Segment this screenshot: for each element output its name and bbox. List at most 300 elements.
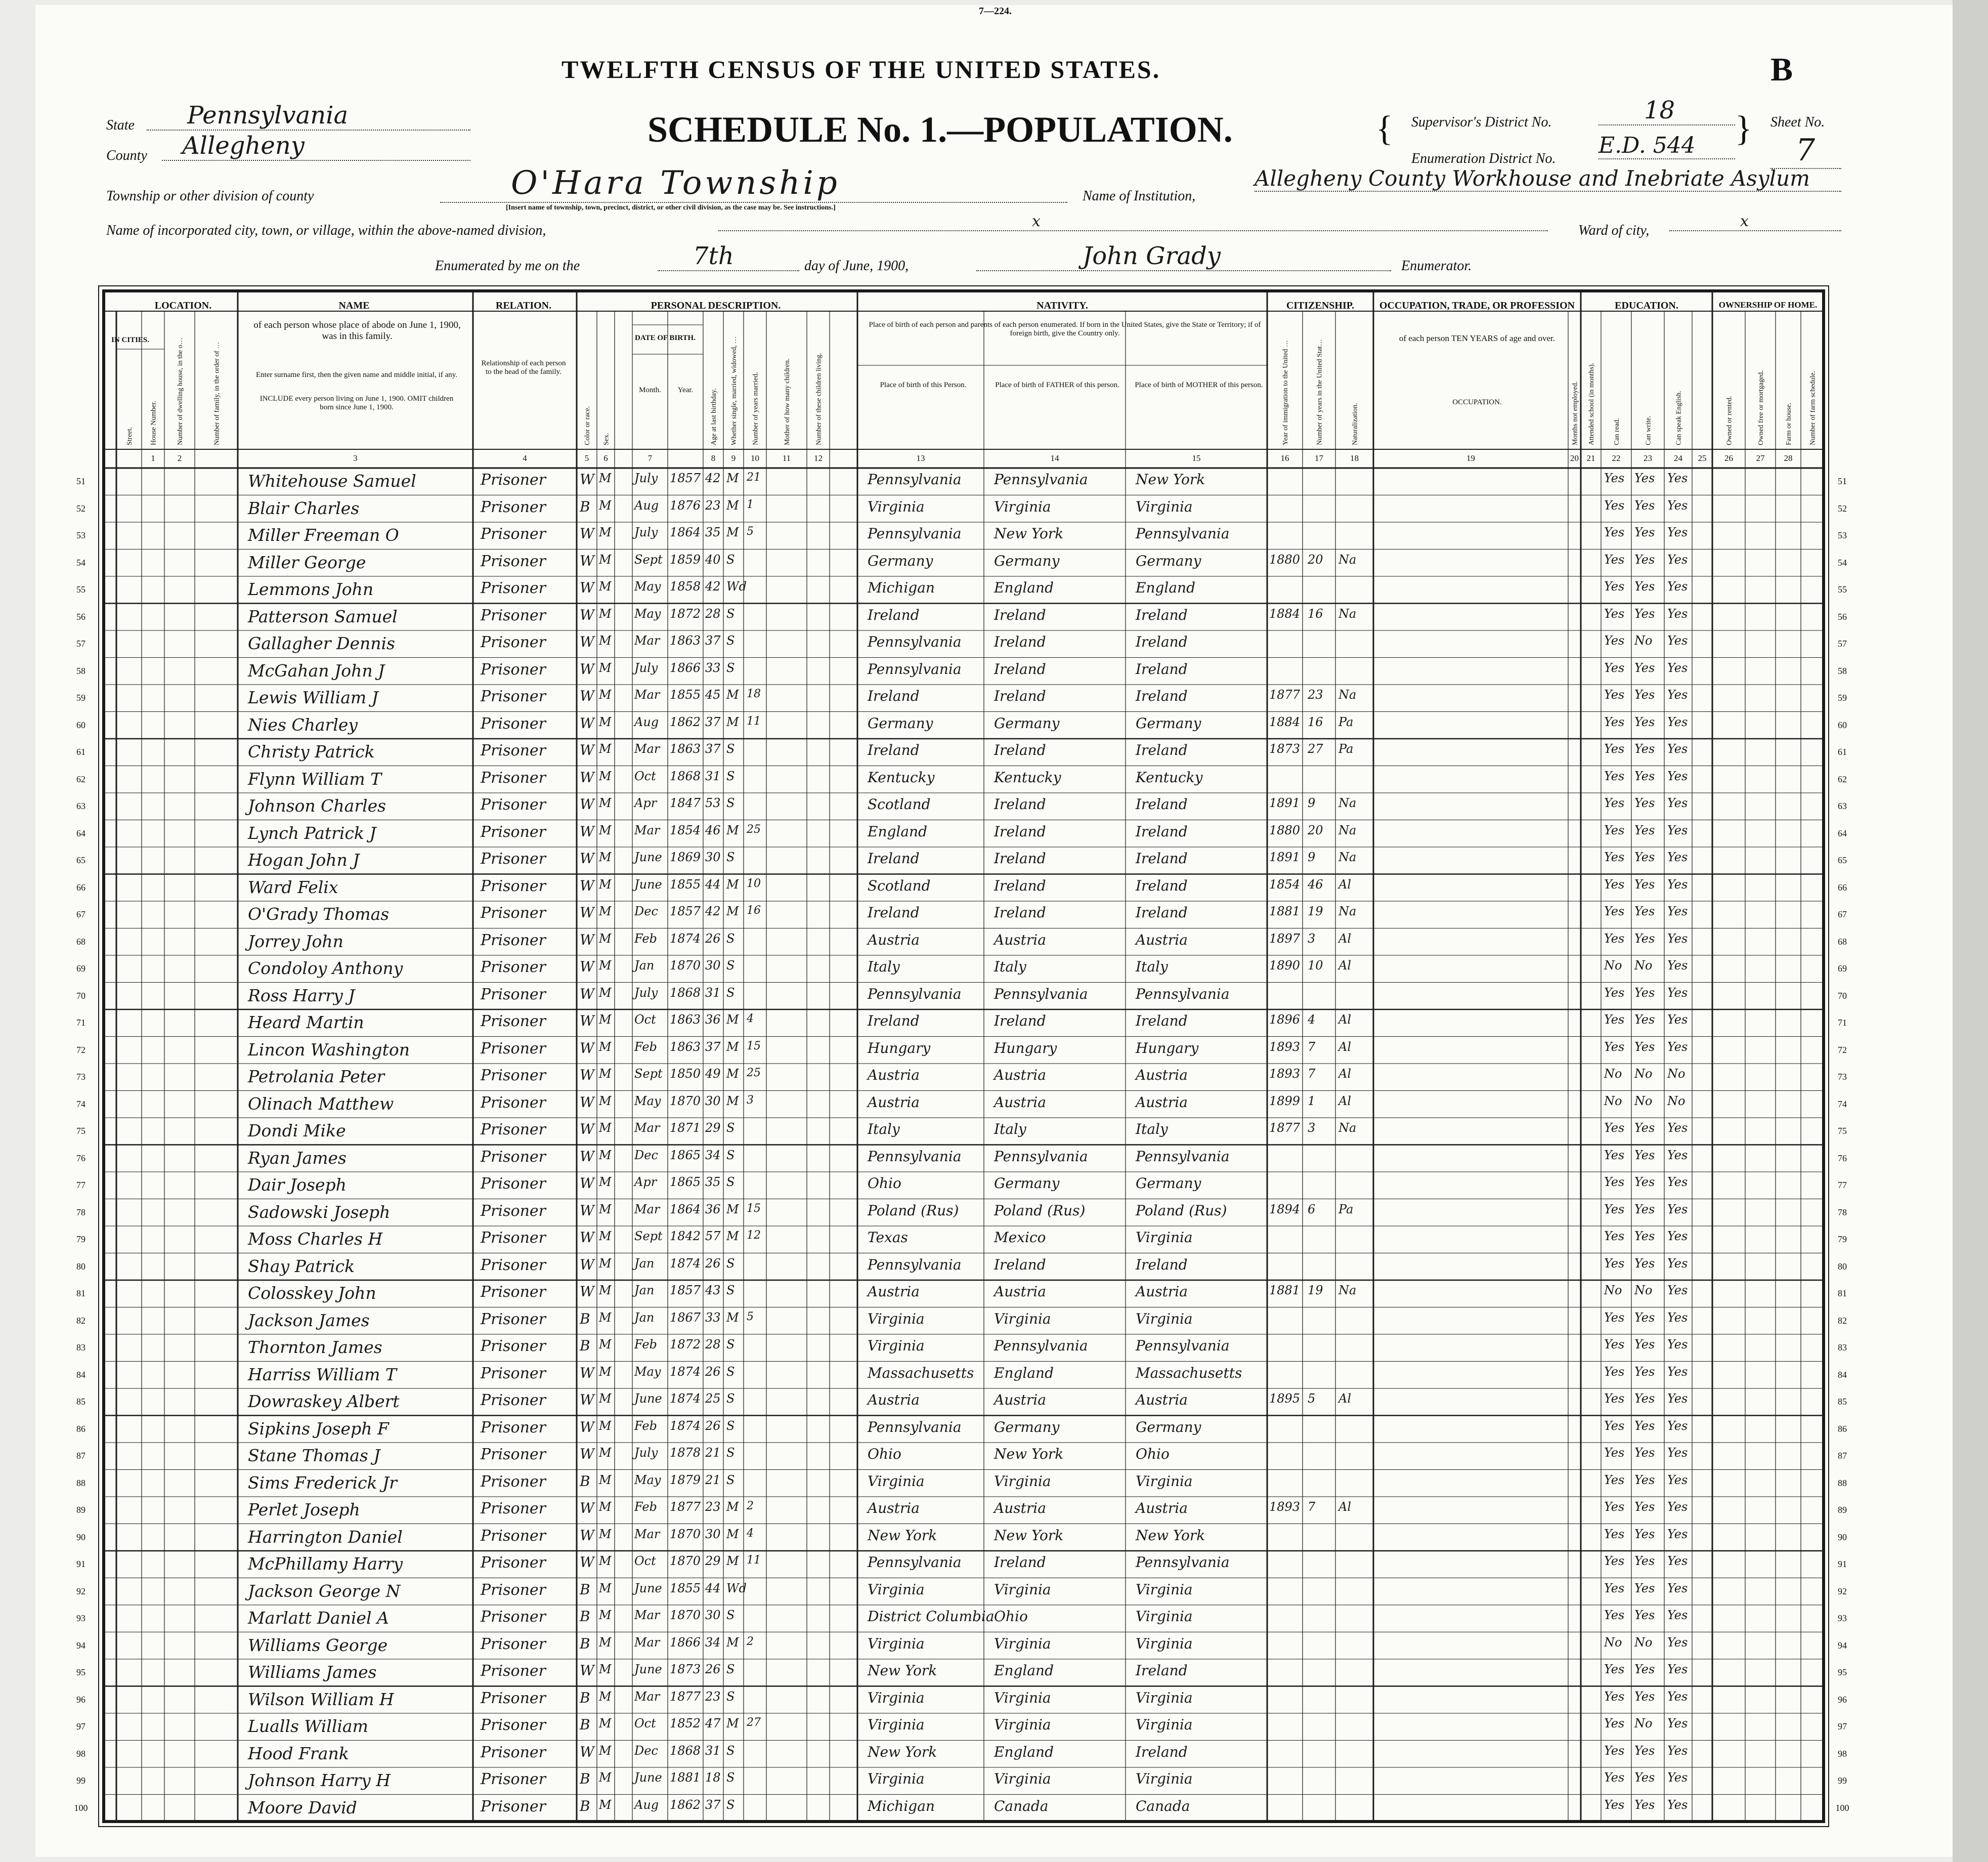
marital-value: S bbox=[726, 1689, 735, 1704]
birth-month: Dec bbox=[634, 1743, 658, 1758]
can-write: Yes bbox=[1634, 688, 1655, 702]
birth-month: Feb bbox=[634, 1337, 657, 1351]
sex-value: M bbox=[599, 1581, 612, 1595]
birth-year: 1850 bbox=[670, 1067, 701, 1081]
birthplace-mother: Austria bbox=[1136, 1283, 1188, 1300]
person-name: Condoloy Anthony bbox=[248, 958, 403, 978]
birthplace-mother: Pennsylvania bbox=[1136, 1337, 1230, 1354]
age-value: 23 bbox=[705, 1500, 721, 1514]
immigration-year: 1881 bbox=[1269, 904, 1301, 918]
birthplace-father: Virginia bbox=[994, 1770, 1051, 1787]
can-speak-english: Yes bbox=[1667, 1337, 1688, 1351]
marital-value: S bbox=[726, 796, 735, 810]
row-number-left: 97 bbox=[76, 1721, 85, 1731]
hdr-name: NAME bbox=[338, 300, 370, 311]
sex-value: M bbox=[599, 1500, 612, 1514]
can-write: Yes bbox=[1634, 525, 1655, 539]
birth-year: 1862 bbox=[670, 714, 701, 729]
row-number-left: 55 bbox=[76, 584, 85, 595]
age-value: 21 bbox=[705, 1446, 721, 1460]
sex-value: M bbox=[599, 1229, 612, 1243]
years-in-us: 16 bbox=[1308, 606, 1323, 621]
color-value: W bbox=[580, 552, 594, 569]
birth-month: Apr bbox=[634, 1175, 657, 1189]
birthplace-mother: Ireland bbox=[1136, 688, 1188, 704]
relation-value: Prisoner bbox=[481, 1446, 546, 1463]
birthplace-father: Austria bbox=[994, 1500, 1046, 1516]
birthplace-person: Italy bbox=[868, 1121, 900, 1137]
can-write: Yes bbox=[1634, 1148, 1655, 1162]
naturalization: Na bbox=[1338, 688, 1357, 702]
relation-value: Prisoner bbox=[481, 904, 546, 922]
birth-month: Dec bbox=[634, 904, 658, 918]
row-number-left: 95 bbox=[76, 1667, 85, 1677]
person-name: Heard Martin bbox=[248, 1012, 364, 1032]
row-number-right: 74 bbox=[1838, 1098, 1847, 1109]
row-number-left: 77 bbox=[76, 1180, 85, 1190]
age-value: 37 bbox=[705, 714, 721, 729]
row-number-right: 99 bbox=[1838, 1775, 1847, 1786]
birthplace-person: Scotland bbox=[868, 877, 931, 894]
birthplace-father: Ireland bbox=[994, 877, 1046, 894]
birth-month: July bbox=[634, 985, 658, 1000]
birth-month: May bbox=[634, 606, 661, 621]
can-speak-english: Yes bbox=[1667, 1012, 1688, 1027]
age-value: 25 bbox=[705, 1391, 721, 1406]
can-read: Yes bbox=[1604, 1121, 1625, 1135]
marital-value: S bbox=[726, 1391, 735, 1406]
can-read: No bbox=[1604, 1067, 1622, 1081]
years-married: 25 bbox=[747, 823, 761, 836]
age-value: 23 bbox=[705, 498, 721, 513]
marital-value: M bbox=[726, 1716, 739, 1730]
birth-year: 1871 bbox=[670, 1121, 701, 1135]
can-read: Yes bbox=[1604, 796, 1625, 810]
color-value: W bbox=[580, 1148, 594, 1165]
person-name: Johnson Harry H bbox=[248, 1770, 391, 1790]
immigration-year: 1881 bbox=[1269, 1283, 1301, 1297]
birthplace-person: Italy bbox=[868, 958, 900, 975]
color-value: W bbox=[580, 796, 594, 813]
sex-value: M bbox=[599, 1310, 612, 1325]
column-number: 23 bbox=[1644, 453, 1652, 463]
state-value: Pennsylvania bbox=[147, 101, 470, 131]
person-name: Wilson William H bbox=[248, 1689, 394, 1709]
hdr-ownership: OWNERSHIP OF HOME. bbox=[1718, 300, 1818, 310]
can-write: Yes bbox=[1634, 1500, 1655, 1514]
row-number-left: 87 bbox=[76, 1451, 85, 1461]
color-value: W bbox=[580, 1662, 594, 1679]
birth-month: June bbox=[634, 877, 662, 892]
birthplace-person: Pennsylvania bbox=[868, 1148, 962, 1165]
name-desc: of each person whose place of abode on June 1, 1900, was in this family. bbox=[253, 320, 461, 342]
birth-year: 1864 bbox=[670, 1202, 701, 1216]
can-write: Yes bbox=[1634, 1202, 1655, 1216]
can-speak-english: No bbox=[1667, 1067, 1686, 1081]
sup-value: 18 bbox=[1598, 96, 1735, 125]
can-speak-english: Yes bbox=[1667, 1472, 1688, 1487]
color-value: B bbox=[580, 498, 590, 515]
col-caption-mother-of: Mother of how many children. bbox=[784, 358, 791, 445]
years-in-us: 7 bbox=[1308, 1067, 1316, 1081]
years-married: 10 bbox=[747, 877, 761, 890]
col-caption-marital: Whether single, married, widowed, … bbox=[730, 336, 738, 445]
color-value: W bbox=[580, 525, 594, 542]
column-number: 15 bbox=[1192, 453, 1201, 463]
sex-value: M bbox=[599, 1662, 612, 1676]
can-speak-english: Yes bbox=[1667, 1148, 1688, 1162]
can-read: Yes bbox=[1604, 1662, 1625, 1676]
birth-year: 1855 bbox=[670, 1581, 701, 1595]
age-value: 37 bbox=[705, 633, 721, 648]
column-number: 28 bbox=[1784, 453, 1793, 463]
marital-value: S bbox=[726, 1608, 735, 1622]
person-name: Dair Joseph bbox=[248, 1175, 347, 1195]
birth-month: May bbox=[634, 1364, 661, 1379]
relation-value: Prisoner bbox=[481, 1716, 546, 1734]
birth-month: May bbox=[634, 1472, 661, 1487]
can-read: Yes bbox=[1604, 1418, 1625, 1433]
person-name: Shay Patrick bbox=[248, 1256, 355, 1276]
color-value: B bbox=[580, 1337, 590, 1354]
can-write: Yes bbox=[1634, 1608, 1655, 1622]
sex-value: M bbox=[599, 958, 612, 972]
row-number-right: 63 bbox=[1838, 801, 1847, 811]
relation-value: Prisoner bbox=[481, 1472, 546, 1491]
row-number-right: 70 bbox=[1838, 990, 1847, 1001]
color-value: B bbox=[580, 1310, 590, 1327]
row-number-left: 93 bbox=[76, 1613, 85, 1623]
row-number-right: 66 bbox=[1838, 882, 1847, 893]
person-name: Stane Thomas J bbox=[248, 1446, 380, 1465]
color-value: W bbox=[580, 1364, 594, 1381]
can-write: Yes bbox=[1634, 1662, 1655, 1676]
row-number-left: 72 bbox=[76, 1044, 85, 1055]
can-read: Yes bbox=[1604, 1012, 1625, 1027]
marital-value: S bbox=[726, 850, 735, 864]
sex-value: M bbox=[599, 823, 612, 837]
sex-value: M bbox=[599, 1256, 612, 1271]
column-number: 14 bbox=[1050, 453, 1059, 463]
row-number-left: 81 bbox=[76, 1288, 85, 1298]
birthplace-father: Austria bbox=[994, 1391, 1046, 1408]
sex-value: M bbox=[599, 1148, 612, 1162]
immigration-year: 1880 bbox=[1269, 823, 1301, 837]
can-read: Yes bbox=[1604, 1391, 1625, 1406]
birth-year: 1874 bbox=[670, 931, 701, 946]
can-write: Yes bbox=[1634, 1689, 1655, 1704]
color-value: W bbox=[580, 877, 594, 894]
birth-month: Mar bbox=[634, 1689, 660, 1704]
can-read: Yes bbox=[1604, 823, 1625, 837]
can-speak-english: Yes bbox=[1667, 958, 1688, 972]
birth-year: 1857 bbox=[670, 471, 701, 485]
person-name: Hood Frank bbox=[248, 1743, 349, 1763]
birthplace-mother: New York bbox=[1136, 471, 1205, 488]
birthplace-mother: Virginia bbox=[1136, 1310, 1193, 1327]
birthplace-person: Germany bbox=[868, 552, 933, 569]
sheet-letter: B bbox=[1770, 51, 1793, 88]
color-value: B bbox=[580, 1689, 590, 1706]
birthplace-father: Virginia bbox=[994, 1581, 1051, 1598]
sex-value: M bbox=[599, 1067, 612, 1081]
can-write: Yes bbox=[1634, 796, 1655, 810]
sex-value: M bbox=[599, 742, 612, 756]
years-in-us: 1 bbox=[1308, 1093, 1316, 1108]
can-speak-english: Yes bbox=[1667, 985, 1688, 1000]
immigration-year: 1877 bbox=[1269, 688, 1301, 702]
row-number-right: 53 bbox=[1838, 530, 1847, 540]
relation-value: Prisoner bbox=[481, 552, 546, 570]
person-name: Christy Patrick bbox=[248, 742, 375, 761]
col-caption-house: House Number. bbox=[150, 401, 158, 445]
birthplace-person: Pennsylvania bbox=[868, 1418, 962, 1435]
row-number-left: 54 bbox=[76, 557, 85, 568]
immigration-year: 1893 bbox=[1269, 1067, 1301, 1081]
sex-value: M bbox=[599, 1175, 612, 1189]
birth-month: Aug bbox=[634, 1797, 659, 1812]
birthplace-mother: Ireland bbox=[1136, 877, 1188, 894]
can-speak-english: Yes bbox=[1667, 742, 1688, 756]
marital-value: M bbox=[726, 1635, 739, 1649]
birthplace-person: Kentucky bbox=[868, 769, 935, 786]
column-number: 5 bbox=[584, 453, 589, 463]
row-number-right: 72 bbox=[1838, 1044, 1847, 1055]
county-label: County bbox=[106, 148, 147, 163]
person-name: Lincon Washington bbox=[248, 1039, 410, 1060]
person-name: Lemmons John bbox=[248, 579, 374, 599]
can-read: Yes bbox=[1604, 552, 1625, 567]
can-speak-english: Yes bbox=[1667, 1121, 1688, 1135]
sex-value: M bbox=[599, 985, 612, 1000]
can-read: Yes bbox=[1604, 633, 1625, 648]
color-value: B bbox=[580, 1608, 590, 1625]
col-caption-owned: Owned or rented. bbox=[1725, 396, 1734, 445]
row-number-right: 67 bbox=[1838, 909, 1847, 919]
birth-year: 1859 bbox=[670, 552, 701, 567]
person-name: Lewis William J bbox=[248, 688, 378, 707]
can-speak-english: Yes bbox=[1667, 1310, 1688, 1325]
marital-value: M bbox=[726, 1554, 739, 1568]
sex-value: M bbox=[599, 1608, 612, 1622]
row-number-right: 77 bbox=[1838, 1180, 1847, 1190]
can-speak-english: Yes bbox=[1667, 1364, 1688, 1379]
row-number-left: 86 bbox=[76, 1423, 85, 1434]
birthplace-person: New York bbox=[868, 1662, 937, 1679]
color-value: B bbox=[580, 1581, 590, 1598]
relation-value: Prisoner bbox=[481, 1337, 546, 1355]
can-read: Yes bbox=[1604, 525, 1625, 539]
years-in-us: 16 bbox=[1308, 714, 1323, 729]
marital-value: S bbox=[726, 769, 735, 783]
naturalization: Na bbox=[1338, 823, 1357, 837]
can-speak-english: Yes bbox=[1667, 1635, 1688, 1649]
enumerator-signature: John Grady bbox=[976, 242, 1391, 271]
can-write: Yes bbox=[1634, 877, 1655, 892]
color-value: W bbox=[580, 1093, 594, 1111]
sex-value: M bbox=[599, 714, 612, 729]
sex-value: M bbox=[599, 1743, 612, 1758]
can-write: Yes bbox=[1634, 1039, 1655, 1054]
birth-month: June bbox=[634, 1581, 662, 1595]
can-speak-english: Yes bbox=[1667, 1229, 1688, 1243]
row-number-left: 63 bbox=[76, 801, 85, 811]
can-write: Yes bbox=[1634, 579, 1655, 594]
sex-value: M bbox=[599, 471, 612, 485]
can-write: No bbox=[1634, 1635, 1653, 1649]
birthplace-person: Austria bbox=[868, 1093, 920, 1111]
birth-year: 1842 bbox=[670, 1229, 701, 1243]
birth-year: 1872 bbox=[670, 1337, 701, 1351]
birthplace-person: Virginia bbox=[868, 1635, 925, 1652]
person-name: Harrington Daniel bbox=[248, 1527, 403, 1547]
birthplace-mother: Virginia bbox=[1136, 1472, 1193, 1490]
birth-year: 1866 bbox=[670, 1635, 701, 1649]
color-value: B bbox=[580, 1472, 590, 1490]
can-speak-english: Yes bbox=[1667, 1202, 1688, 1216]
name-inst: Enter surname first, then the given name and middle initial, if any. bbox=[255, 371, 458, 379]
relation-value: Prisoner bbox=[481, 850, 546, 868]
relation-value: Prisoner bbox=[481, 606, 546, 624]
can-read: Yes bbox=[1604, 660, 1625, 675]
years-in-us: 5 bbox=[1308, 1391, 1316, 1406]
marital-value: M bbox=[726, 877, 739, 892]
row-number-left: 96 bbox=[76, 1694, 85, 1705]
birth-year: 1855 bbox=[670, 877, 701, 892]
age-value: 37 bbox=[705, 1797, 721, 1812]
age-value: 29 bbox=[705, 1121, 721, 1135]
can-read: Yes bbox=[1604, 1364, 1625, 1379]
birthplace-person: Michigan bbox=[868, 1797, 935, 1814]
color-value: W bbox=[580, 1121, 594, 1137]
sex-value: M bbox=[599, 1527, 612, 1541]
row-number-left: 89 bbox=[76, 1505, 85, 1515]
row-number-right: 80 bbox=[1838, 1261, 1847, 1272]
birth-month: Oct bbox=[634, 769, 656, 783]
years-married: 4 bbox=[747, 1527, 754, 1540]
row-number-left: 82 bbox=[76, 1315, 85, 1326]
marital-value: M bbox=[726, 1229, 739, 1243]
row-number-right: 92 bbox=[1838, 1586, 1847, 1596]
marital-value: S bbox=[726, 1662, 735, 1676]
birthplace-mother: Ireland bbox=[1136, 1743, 1188, 1760]
can-speak-english: Yes bbox=[1667, 931, 1688, 946]
row-number-right: 57 bbox=[1838, 639, 1847, 649]
birthplace-mother: Virginia bbox=[1136, 1689, 1193, 1706]
birth-month: Jan bbox=[634, 1283, 655, 1297]
can-speak-english: Yes bbox=[1667, 498, 1688, 513]
birthplace-father: Kentucky bbox=[994, 769, 1061, 786]
birth-month: Sept bbox=[634, 1229, 663, 1243]
column-number: 10 bbox=[751, 453, 759, 463]
row-number-left: 73 bbox=[76, 1072, 85, 1082]
birthplace-person: Ireland bbox=[868, 688, 920, 704]
birth-year: 1862 bbox=[670, 1797, 701, 1812]
col-caption-immig: Year of immigration to the United … bbox=[1282, 340, 1289, 445]
age-value: 42 bbox=[705, 579, 721, 594]
relation-value: Prisoner bbox=[481, 1229, 546, 1247]
birthplace-mother: Ohio bbox=[1136, 1446, 1170, 1462]
years-in-us: 20 bbox=[1308, 552, 1323, 567]
relation-value: Prisoner bbox=[481, 660, 546, 679]
can-read: Yes bbox=[1604, 1500, 1625, 1514]
birthplace-person: Pennsylvania bbox=[868, 633, 962, 650]
col-caption-age: Age at last birthday. bbox=[710, 388, 718, 445]
age-value: 40 bbox=[705, 552, 721, 567]
relation-value: Prisoner bbox=[481, 1500, 546, 1517]
birth-year: 1857 bbox=[670, 1283, 701, 1297]
birthplace-mother: Massachusetts bbox=[1136, 1364, 1242, 1381]
can-speak-english: Yes bbox=[1667, 714, 1688, 729]
can-write: Yes bbox=[1634, 1446, 1655, 1460]
row-number-right: 81 bbox=[1838, 1288, 1847, 1298]
row-number-right: 100 bbox=[1835, 1802, 1849, 1813]
birth-year: 1881 bbox=[670, 1770, 701, 1785]
col-caption-months-unemp: Months not employed. bbox=[1571, 381, 1579, 445]
can-read: Yes bbox=[1604, 606, 1625, 621]
relation-value: Prisoner bbox=[481, 633, 546, 651]
can-speak-english: Yes bbox=[1667, 660, 1688, 675]
years-married: 5 bbox=[747, 525, 754, 538]
birthplace-person: Pennsylvania bbox=[868, 985, 962, 1002]
color-value: W bbox=[580, 1500, 594, 1516]
marital-value: Wd bbox=[726, 579, 747, 594]
sex-value: M bbox=[599, 796, 612, 810]
person-name: Blair Charles bbox=[248, 498, 360, 518]
can-write: Yes bbox=[1634, 1364, 1655, 1379]
birthplace-person: Germany bbox=[868, 714, 933, 732]
birthplace-father: New York bbox=[994, 1527, 1064, 1544]
color-value: W bbox=[580, 904, 594, 921]
relation-value: Prisoner bbox=[481, 1689, 546, 1707]
col-caption-read: Can read. bbox=[1613, 418, 1621, 445]
sheet-label: Sheet No. bbox=[1770, 114, 1825, 130]
birthplace-father: Virginia bbox=[994, 1635, 1051, 1652]
can-write: No bbox=[1634, 958, 1653, 972]
can-read: Yes bbox=[1604, 1148, 1625, 1162]
color-value: W bbox=[580, 1554, 594, 1571]
birth-year: 1868 bbox=[670, 1743, 701, 1758]
naturalization: Pa bbox=[1338, 1202, 1354, 1216]
can-read: Yes bbox=[1604, 1337, 1625, 1351]
color-value: W bbox=[580, 633, 594, 650]
years-in-us: 7 bbox=[1308, 1500, 1316, 1514]
can-write: Yes bbox=[1634, 1581, 1655, 1595]
color-value: W bbox=[580, 850, 594, 867]
row-number-left: 66 bbox=[76, 882, 85, 893]
color-value: W bbox=[580, 823, 594, 840]
can-write: No bbox=[1634, 1283, 1653, 1297]
relation-value: Prisoner bbox=[481, 1310, 546, 1328]
can-read: Yes bbox=[1604, 579, 1625, 594]
sex-value: M bbox=[599, 1446, 612, 1460]
person-name: McGahan John J bbox=[248, 660, 385, 681]
age-value: 49 bbox=[705, 1067, 721, 1081]
can-speak-english: Yes bbox=[1667, 1689, 1688, 1704]
age-value: 26 bbox=[705, 1364, 721, 1379]
age-value: 34 bbox=[705, 1148, 721, 1162]
sex-value: M bbox=[599, 1689, 612, 1704]
ward-label: Ward of city, bbox=[1578, 223, 1650, 238]
person-name: Jackson George N bbox=[248, 1581, 401, 1601]
birthplace-mother: Austria bbox=[1136, 1093, 1188, 1111]
row-number-right: 65 bbox=[1838, 855, 1847, 865]
years-in-us: 4 bbox=[1308, 1012, 1316, 1027]
years-married: 12 bbox=[747, 1229, 761, 1242]
pob-mother-label: Place of birth of MOTHER of this person. bbox=[1135, 381, 1263, 389]
years-in-us: 19 bbox=[1308, 904, 1323, 918]
marital-value: S bbox=[726, 1446, 735, 1460]
